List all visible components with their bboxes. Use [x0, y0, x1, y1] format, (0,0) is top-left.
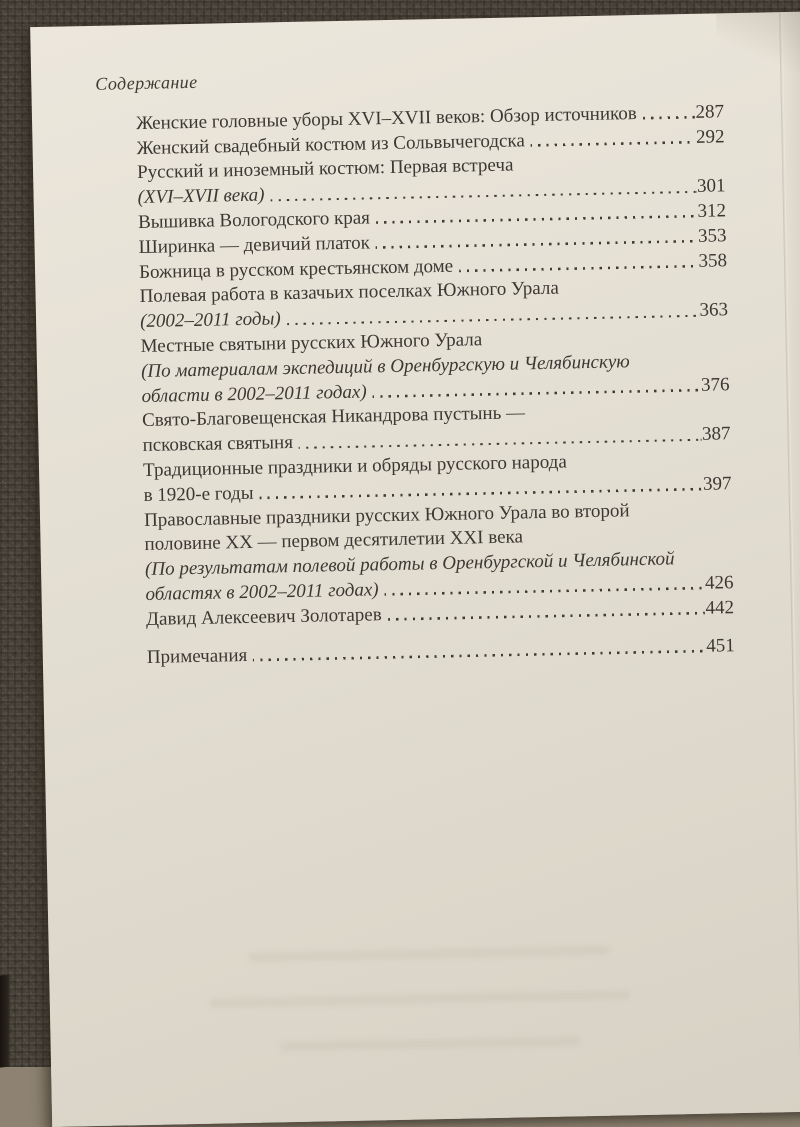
dot-leader — [531, 141, 695, 147]
toc-entry-text: области в 2002–2011 годах) — [141, 381, 367, 407]
toc-entry-text: Православные праздники русских Южного Урала во второй — [143, 499, 630, 531]
page-number: 451 — [706, 634, 735, 657]
toc-entry-text: (XVI–XVII века) — [137, 184, 265, 209]
page-number: 312 — [697, 200, 727, 222]
page-number: 292 — [695, 125, 725, 148]
toc-entry-text: в 1920-е годы — [143, 482, 254, 506]
book-cover-edge — [0, 974, 11, 1067]
page-number: 363 — [699, 299, 729, 321]
page-number: 301 — [696, 175, 726, 198]
toc-entry-text: Свято-Благовещенская Никандрова пустынь — — [141, 402, 526, 432]
toc-entry-text: (По результатам полевой работы в Оренбургской и Челябинской — [144, 548, 675, 581]
show-through-smudge — [249, 946, 609, 962]
toc-entry-text: Вышивка Вологодского края — [137, 207, 371, 234]
book-page — [30, 11, 800, 1127]
toc-entry-text: Женский свадебный костюм из Сольвычегодска — [136, 129, 526, 159]
page-number: 358 — [698, 249, 728, 272]
toc-content — [95, 61, 757, 669]
dot-leader — [459, 265, 697, 272]
toc-entry-text: Традиционные праздники и обряды русского народа — [142, 451, 568, 481]
toc-entry-text: Примечания — [146, 644, 248, 668]
toc-entry-line — [147, 632, 735, 669]
show-through-smudge — [281, 1036, 581, 1051]
page-number: 287 — [695, 101, 725, 123]
dot-leader — [253, 650, 705, 662]
page-number: 397 — [702, 472, 732, 495]
toc-entry-text: (2002–2011 годы) — [139, 308, 281, 333]
toc-title: Содержание — [95, 71, 198, 94]
toc-entry-text: Женские головные уборы XVI–XVII веков: Обзор источников — [135, 102, 637, 134]
show-through-smudge — [210, 990, 630, 1007]
dot-leader — [643, 116, 695, 120]
page-number: 353 — [697, 225, 727, 247]
page-number: 387 — [701, 423, 731, 445]
toc-entry-text: Ширинка — девичий платок — [138, 232, 371, 258]
page-number: 442 — [705, 596, 735, 619]
toc-entry-text: Русский и иноземный костюм: Первая встреча — [136, 154, 514, 184]
toc-entry-text: Давид Алексеевич Золотарев — [145, 603, 382, 630]
toc-entry-text: Местные святыни русских Южного Урала — [140, 329, 483, 357]
toc-entry-text: Божница в русском крестьянском доме — [138, 255, 454, 283]
toc-entry-text: псковская святыня — [142, 432, 294, 457]
toc-entry-text: областях в 2002–2011 годах) — [145, 579, 379, 605]
page-number: 376 — [700, 373, 730, 396]
toc-entry-text: Полевая работа в казачьих поселках Южного Урала — [139, 277, 560, 308]
toc-entry-text: (По материалам экспедиций в Оренбургскую и Челябинскую — [140, 350, 630, 382]
toc-entry-text: половине XX — первом десятилетии XXI века — [144, 526, 524, 556]
dot-leader — [388, 612, 705, 621]
page-right-edge-shade — [778, 11, 800, 1112]
page-number: 426 — [704, 572, 734, 594]
toc-list — [136, 98, 735, 668]
